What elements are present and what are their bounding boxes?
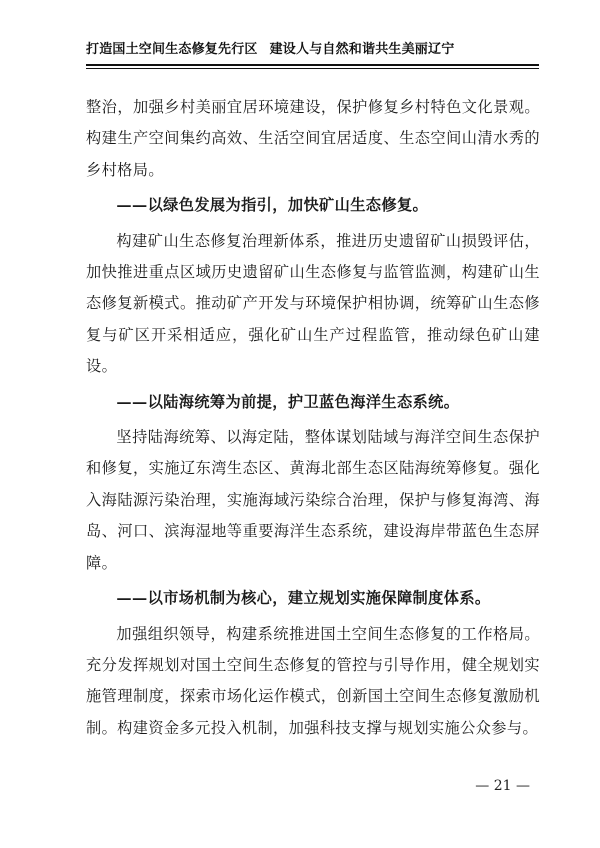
header-rule-thick: [86, 64, 539, 66]
header-right-title: 建设人与自然和谐共生美丽辽宁: [269, 42, 455, 57]
paragraph-mining: 构建矿山生态修复治理新体系，推进历史遗留矿山损毁评估，加快推进重点区域历史遗留矿山生态修复与监管监测，构建矿山生态修复新模式。推动矿产开发与环境保护相协调，统筹矿山生态修复与矿区开采相适应，强化矿山生产过程监管，推动绿色矿山建设。: [86, 231, 540, 376]
header-left-title: 打造国土空间生态修复先行区: [86, 42, 258, 57]
paragraph-market: 加强组织领导，构建系统推进国土空间生态修复的工作格局。充分发挥规划对国土空间生态修复的管控与引导作用，健全规划实施管理制度，探索市场化运作模式，创新国土空间生态修复激励机制。构建资金多元投入机制，加强科技支撑与规划实施公众参与。: [86, 624, 540, 737]
paragraph-marine: 坚持陆海统筹、以海定陆，整体谋划陆域与海洋空间生态保护和修复，实施辽东湾生态区、黄海北部生态区陆海统筹修复。强化入海陆源污染治理，实施海域污染综合治理，保护与修复海湾、海岛、河口、滨海湿地等重要海洋生态系统，建设海岸带蓝色生态屏障。: [86, 428, 540, 572]
header-rule-thin: [86, 68, 539, 69]
running-header: [86, 38, 539, 62]
page-body: [86, 92, 540, 744]
paragraph-continuation: 整治，加强乡村美丽宜居环境建设，保护修复乡村特色文化景观。构建生产空间集约高效、生活空间宜居适度、生态空间山清水秀的乡村格局。: [86, 98, 540, 179]
section-heading-marine: ——以陆海统筹为前提，护卫蓝色海洋生态系统。: [116, 392, 460, 411]
page-number: — 21 —: [475, 778, 530, 794]
section-heading-mining: ——以绿色发展为指引，加快矿山生态修复。: [116, 196, 429, 215]
section-heading-market: ——以市场机制为核心，建立规划实施保障制度体系。: [116, 589, 491, 608]
